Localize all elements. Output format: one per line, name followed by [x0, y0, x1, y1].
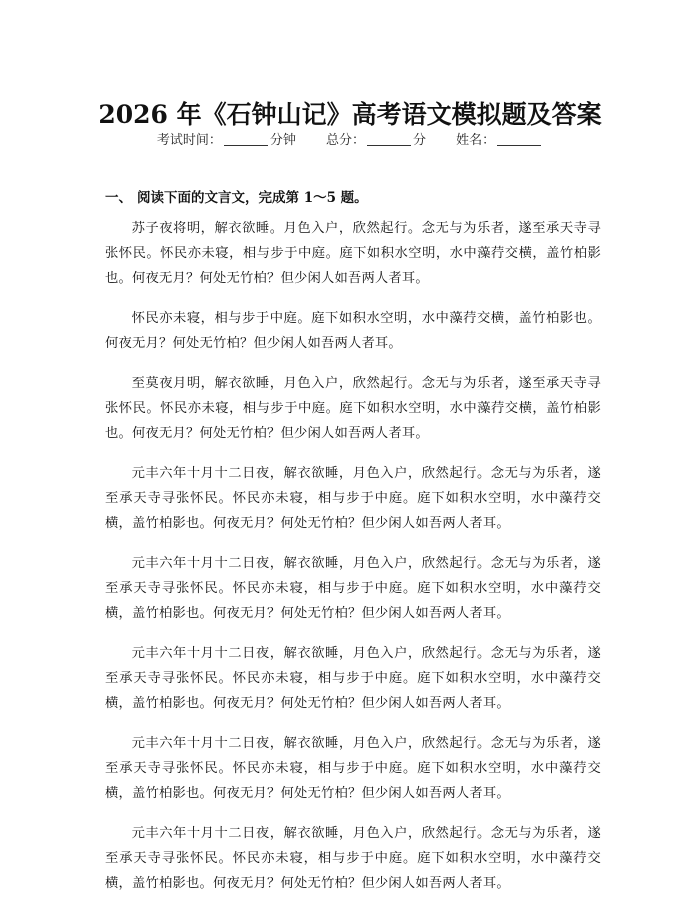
- total-score-field: [326, 131, 426, 151]
- total-score-unit: 分: [413, 133, 427, 148]
- passage-paragraph: 至莫夜月明，解衣欲睡，月色入户，欣然起行。念无与为乐者，遂至承天寺寻张怀民。怀民亦未寝，相与步于中庭。庭下如积水空明，水中藻荇交横，盖竹柏影也。何夜无月？何处无竹柏？但少闲人如吾两人者耳。: [105, 376, 601, 441]
- section-instruction: 阅读下面的文言文，完成第 1～5 题。: [137, 190, 368, 206]
- total-score-blank[interactable]: [367, 132, 411, 146]
- exam-time-field: [157, 131, 296, 151]
- passage-paragraph: 元丰六年十月十二日夜，解衣欲睡，月色入户，欣然起行。念无与为乐者，遂至承天寺寻张怀民。怀民亦未寝，相与步于中庭。庭下如积水空明，水中藻荇交横，盖竹柏影也。何夜无月？何处无竹柏？但少闲人如吾两人者耳。: [105, 736, 601, 801]
- section-heading: [105, 188, 368, 208]
- passage-body: [105, 216, 601, 911]
- section-number: 一、: [105, 190, 132, 206]
- passage-paragraph: 元丰六年十月十二日夜，解衣欲睡，月色入户，欣然起行。念无与为乐者，遂至承天寺寻张怀民。怀民亦未寝，相与步于中庭。庭下如积水空明，水中藻荇交横，盖竹柏影也。何夜无月？何处无竹柏？但少闲人如吾两人者耳。: [105, 826, 601, 891]
- student-name-field: [456, 131, 543, 151]
- exam-time-unit: 分钟: [269, 133, 296, 148]
- passage-paragraph: 怀民亦未寝，相与步于中庭。庭下如积水空明，水中藻荇交横，盖竹柏影也。何夜无月？何处无竹柏？但少闲人如吾两人者耳。: [105, 311, 601, 351]
- page-title: 2026 年《石钟山记》高考语文模拟题及答案: [98, 99, 602, 129]
- total-score-label: 总分：: [325, 133, 365, 148]
- student-name-label: 姓名：: [456, 133, 496, 148]
- passage-paragraph: 元丰六年十月十二日夜，解衣欲睡，月色入户，欣然起行。念无与为乐者，遂至承天寺寻张怀民。怀民亦未寝，相与步于中庭。庭下如积水空明，水中藻荇交横，盖竹柏影也。何夜无月？何处无竹柏？但少闲人如吾两人者耳。: [105, 646, 601, 711]
- passage-paragraph: 苏子夜将明，解衣欲睡。月色入户，欣然起行。念无与为乐者，遂至承天寺寻张怀民。怀民亦未寝，相与步于中庭。庭下如积水空明，水中藻荇交横，盖竹柏影也。何夜无月？何处无竹柏？但少闲人如吾两人者耳。: [105, 221, 601, 286]
- passage-paragraph: 元丰六年十月十二日夜，解衣欲睡，月色入户，欣然起行。念无与为乐者，遂至承天寺寻张怀民。怀民亦未寝，相与步于中庭。庭下如积水空明，水中藻荇交横，盖竹柏影也。何夜无月？何处无竹柏？但少闲人如吾两人者耳。: [105, 556, 601, 621]
- exam-time-blank[interactable]: [224, 132, 268, 146]
- exam-time-label: 考试时间：: [156, 133, 222, 148]
- passage-paragraph: 元丰六年十月十二日夜，解衣欲睡，月色入户，欣然起行。念无与为乐者，遂至承天寺寻张怀民。怀民亦未寝，相与步于中庭。庭下如积水空明，水中藻荇交横，盖竹柏影也。何夜无月？何处无竹柏？但少闲人如吾两人者耳。: [105, 466, 601, 531]
- student-name-blank[interactable]: [497, 132, 541, 146]
- exam-info-line: [0, 131, 700, 151]
